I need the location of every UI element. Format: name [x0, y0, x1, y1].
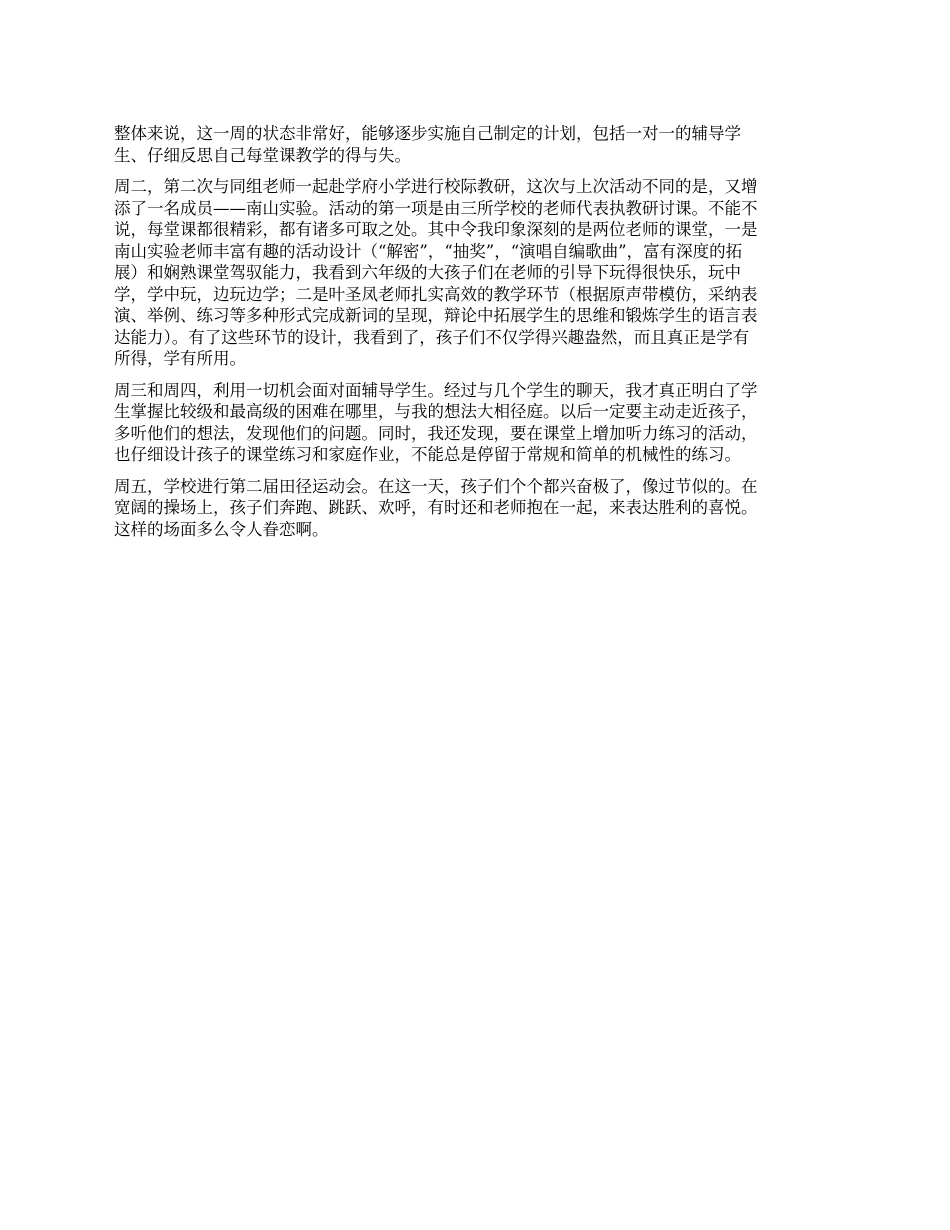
document-page — [114, 123, 840, 550]
text-line: 添了一名成员——南山实验。活动的第一项是由三所学校的老师代表执教研讨课。不能不 — [114, 198, 758, 218]
text-line: 也仔细设计孩子的课堂练习和家庭作业，不能总是停留于常规和简单的机械性的练习。 — [114, 445, 741, 464]
paragraph-tuesday — [114, 176, 840, 370]
text-line: 所得，学有所用。 — [114, 349, 246, 368]
text-line: 多听他们的想法，发现他们的问题。同时，我还发现，要在课堂上增加听力练习的活动， — [114, 423, 758, 443]
text-line: 宽阔的操场上，孩子们奔跑、跳跃、欢呼，有时还和老师抱在一起，来表达胜利的喜悦。 — [114, 498, 758, 517]
text-line: 周三和周四，利用一切机会面对面辅导学生。经过与几个学生的聊天，我才真正明白了学 — [114, 380, 758, 400]
text-line: 这样的场面多么令人眷恋啊。 — [114, 519, 329, 539]
paragraph-friday — [114, 476, 840, 541]
text-line: 南山实验老师丰富有趣的活动设计（“解密”，“抽奖”，“演唱自编歌曲”，富有深度的拓 — [114, 241, 743, 261]
text-line: 展）和娴熟课堂驾驭能力，我看到六年级的大孩子们在老师的引导下玩得很快乐，玩中 — [114, 263, 741, 282]
text-line: 生掌握比较级和最高级的困难在哪里，与我的想法大相径庭。以后一定要主动走近孩子， — [114, 402, 758, 421]
text-line: 达能力）。有了这些环节的设计，我看到了，孩子们不仅学得兴趣盎然，而且真正是学有 — [114, 327, 750, 347]
text-line: 生、仔细反思自己每堂课教学的得与失。 — [114, 145, 411, 165]
paragraph-summary — [114, 123, 840, 166]
text-line: 周二，第二次与同组老师一起赴学府小学进行校际教研，这次与上次活动不同的是，又增 — [114, 177, 758, 196]
text-line: 整体来说，这一周的状态非常好，能够逐步实施自己制定的计划，包括一对一的辅导学 — [114, 124, 741, 143]
text-line: 演、举例、练习等多种形式完成新词的呈现，辩论中拓展学生的思维和锻炼学生的语言表 — [114, 306, 758, 325]
text-line: 说，每堂课都很精彩，都有诸多可取之处。其中令我印象深刻的是两位老师的课堂，一是 — [114, 220, 758, 239]
text-line: 学，学中玩，边玩边学；二是叶圣凤老师扎实高效的教学环节（根据原声带模仿，采纳表 — [114, 284, 758, 304]
text-line: 周五，学校进行第二届田径运动会。在这一天，孩子们个个都兴奋极了，像过节似的。在 — [114, 476, 758, 496]
paragraph-wednesday-thursday — [114, 380, 840, 466]
